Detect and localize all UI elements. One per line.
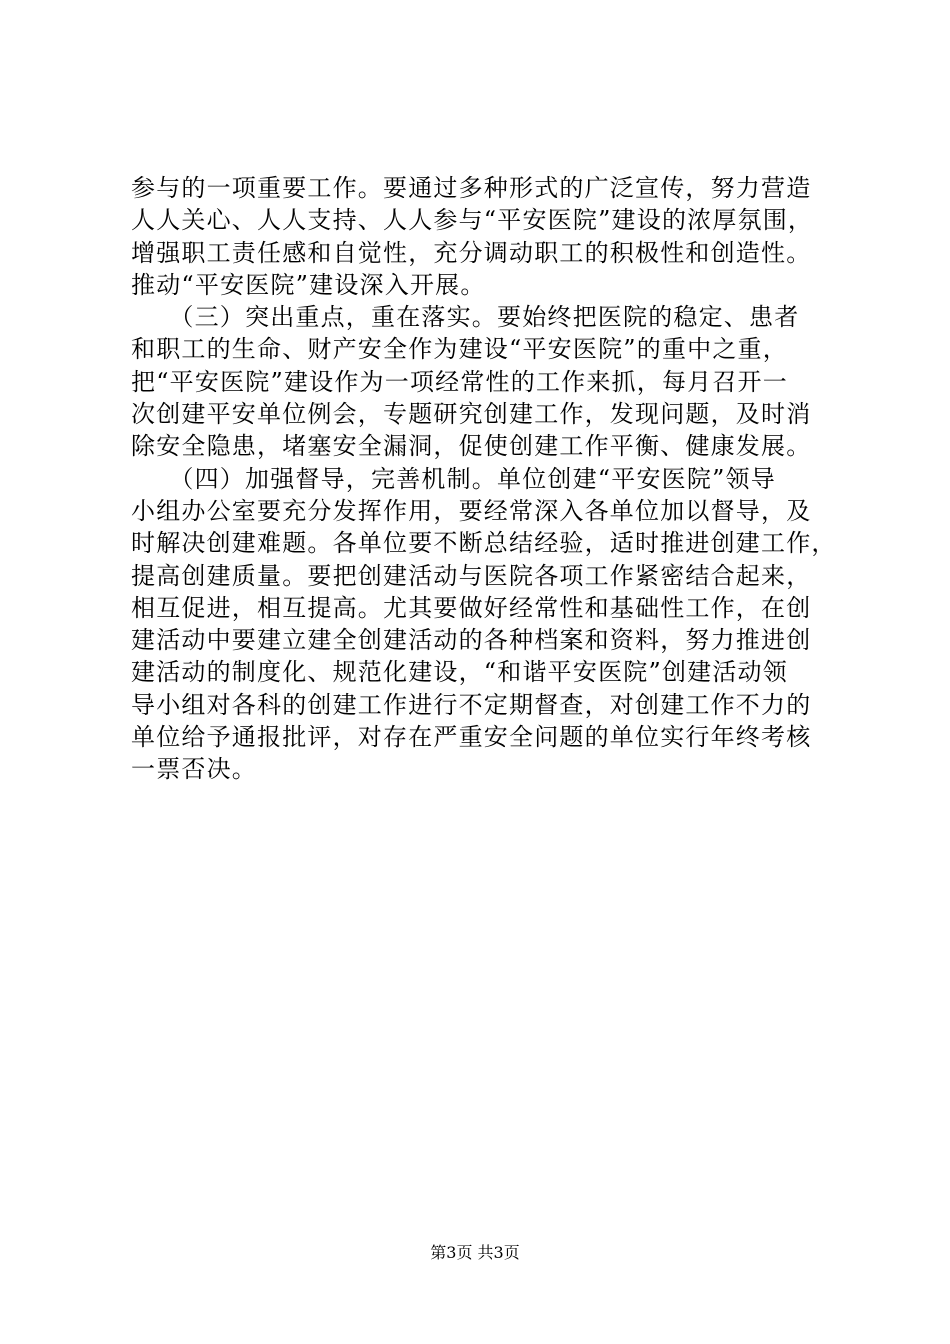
body-line: 导小组对各科的创建工作进行不定期督查，对创建工作不力的 [131, 690, 812, 719]
body-line: 次创建平安单位例会，专题研究创建工作，发现问题，及时消 [131, 400, 812, 429]
body-line: 提高创建质量。要把创建活动与医院各项工作紧密结合起来， [131, 561, 812, 590]
body-line: 人人关心、人人支持、人人参与“平安医院”建设的浓厚氛围， [131, 206, 814, 235]
body-line: 建活动中要建立建全创建活动的各种档案和资料，努力推进创 [131, 626, 812, 655]
body-line: 和职工的生命、财产安全作为建设“平安医院”的重中之重， [131, 335, 788, 364]
body-line: 相互促进，相互提高。尤其要做好经常性和基础性工作，在创 [131, 593, 812, 622]
body-line: 单位给予通报批评，对存在严重安全问题的单位实行年终考核 [131, 723, 812, 752]
body-line: 推动“平安医院”建设深入开展。 [131, 270, 486, 299]
body-line: 把“平安医院”建设作为一项经常性的工作来抓，每月召开一 [131, 367, 788, 396]
body-line: 建活动的制度化、规范化建设，“和谐平安医院”创建活动领 [131, 658, 788, 687]
document-body [131, 172, 837, 786]
body-line: （四）加强督导，完善机制。单位创建“平安医院”领导 [131, 464, 776, 493]
body-line: 增强职工责任感和自觉性，充分调动职工的积极性和创造性。 [131, 238, 812, 267]
body-line: （三）突出重点，重在落实。要始终把医院的稳定、患者 [131, 303, 800, 332]
body-line: 参与的一项重要工作。要通过多种形式的广泛宣传，努力营造 [131, 174, 812, 202]
body-line: 时解决创建难题。各单位要不断总结经验，适时推进创建工作， [131, 529, 837, 558]
body-line: 小组办公室要充分发挥作用，要经常深入各单位加以督导，及 [131, 496, 812, 525]
page-number-footer: 第3页 共3页 [430, 1243, 520, 1262]
body-line: 一票否决。 [131, 755, 257, 784]
body-line: 除安全隐患，堵塞安全漏洞，促使创建工作平衡、健康发展。 [131, 432, 812, 461]
